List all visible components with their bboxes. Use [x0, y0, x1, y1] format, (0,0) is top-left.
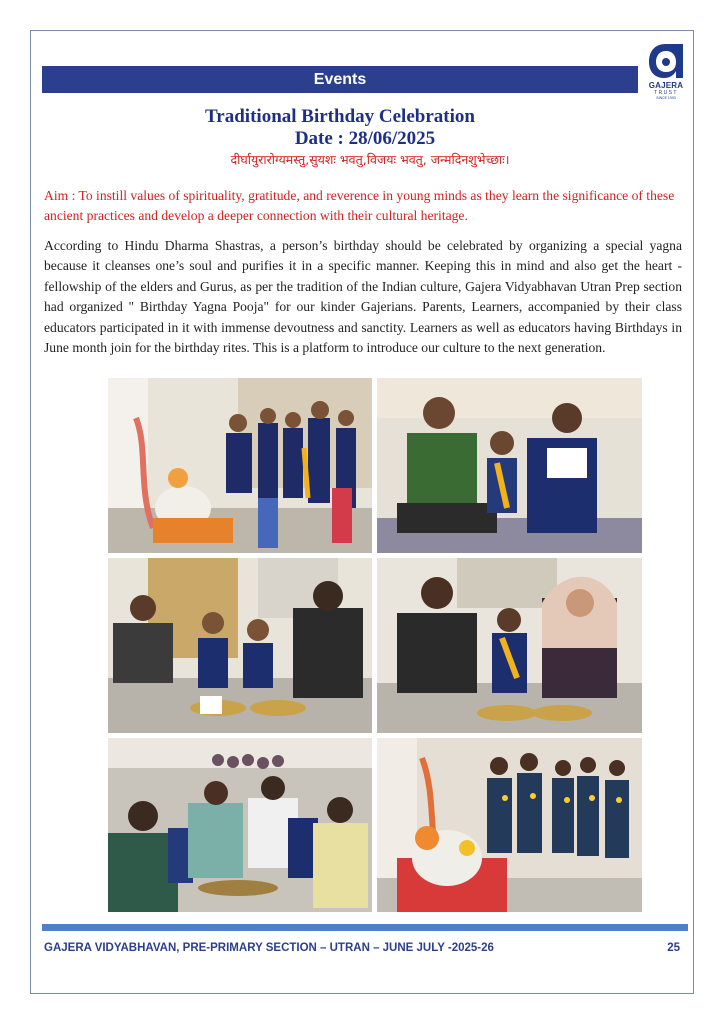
logo-sub: TRUST: [654, 90, 678, 96]
article-date: Date : 28/06/2025: [294, 128, 436, 149]
photo-children-offering-prayers: [108, 378, 372, 553]
gajera-logo-icon: [646, 42, 686, 80]
article-title: Traditional Birthday Celebration: [205, 106, 475, 127]
aim-statement: Aim : To instill values of spirituality, gratitude, and reverence in young minds as they learn the significance of these ancient practices and develop a deeper connection with their cultural heritage.: [44, 188, 675, 223]
sanskrit-blessing: दीर्घायुरारोग्यमस्तु,सुयशः भवतु,विजयः भवतु, जन्मदिनशुभेच्छाः।: [230, 152, 510, 167]
footer-rule: [42, 924, 688, 931]
section-banner: [42, 66, 638, 93]
gajera-trust-logo: [640, 42, 692, 114]
logo-since: SINCE 1993: [656, 96, 676, 100]
body-paragraph: According to Hindu Dharma Shastras, a person’s birthday should be celebrated by organizing a special yagna because it cleanses one’s soul and purifies it in a specific manner. Keeping this in mind and also get the heart - fellowship of the elders and Gurus, as per the tradition of the Indian culture, Gajera Vidyabhavan Utran Prep section had organized " Birthday Yagna Pooja" for our kinder Gajerians. Parents, Learners, accompanied by their class educators participated in it with immense devoutness and sanctity. Learners as well as educators having Birthdays in June month join for the birthday rites. This is a platform to introduce our culture to the next generation.: [44, 238, 682, 356]
photo-parents-with-child-1: [377, 378, 642, 553]
footer-text: GAJERA VIDYABHAVAN, PRE-PRIMARY SECTION – UTRAN – JUNE JULY -2025-26: [44, 942, 494, 954]
section-title: Events: [313, 70, 367, 88]
photo-parents-with-child-3: [377, 558, 642, 733]
logo-name: GAJERA: [648, 81, 684, 90]
photo-parents-with-child-2: [108, 558, 372, 733]
photo-children-with-lamps: [377, 738, 642, 912]
page-number: 25: [667, 942, 680, 954]
photo-group-yagna-seated: [108, 738, 372, 912]
